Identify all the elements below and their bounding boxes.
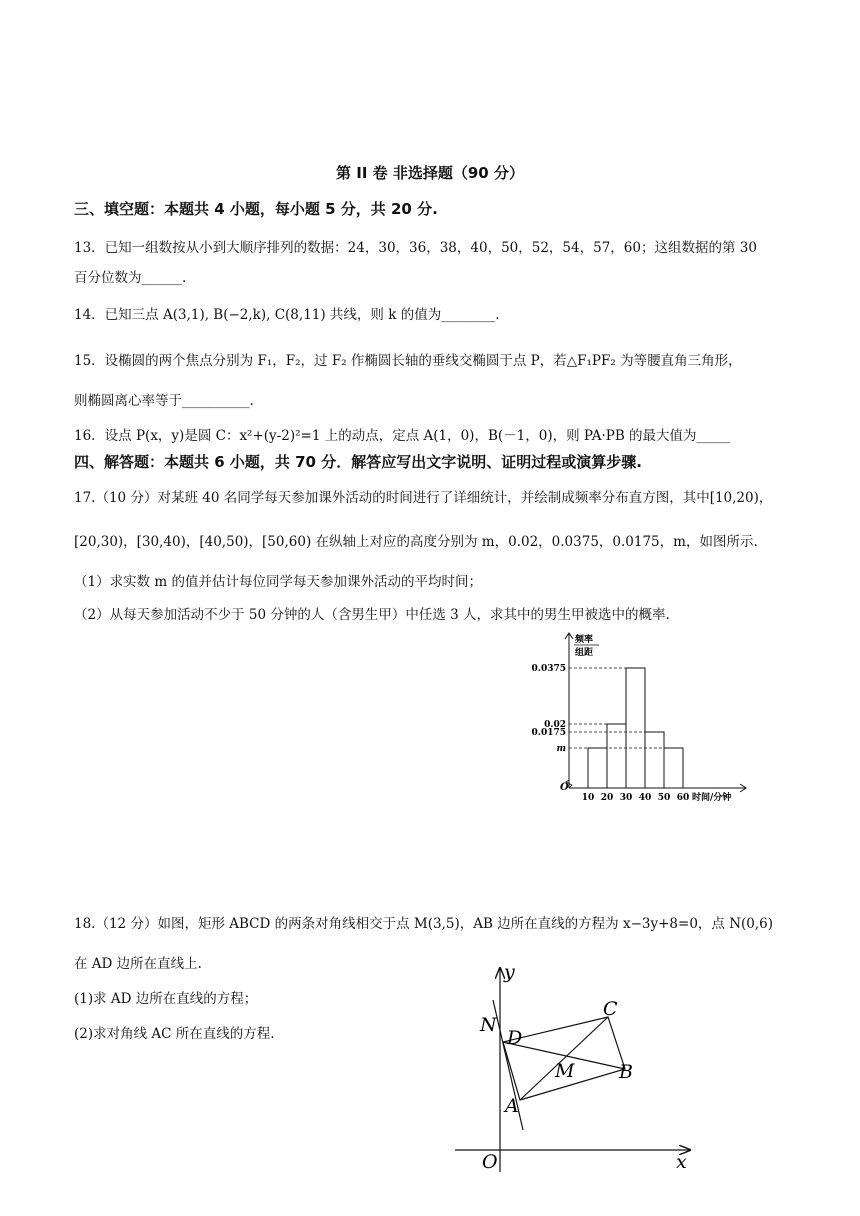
label-n: N <box>480 1014 497 1036</box>
label-a: A <box>505 1095 519 1117</box>
x-tick-label: 20 <box>600 793 614 803</box>
q17-line1: 17.（10 分）对某班 40 名同学每天参加课外活动的时间进行了详细统计，并绘制成频率分布直方图，其中[10,20)， <box>74 490 773 506</box>
histogram-bar <box>588 748 607 788</box>
label-x: x <box>676 1151 687 1173</box>
x-tick-label: 60 <box>676 793 690 803</box>
section-solve-heading: 四、解答题：本题共 6 小题，共 70 分．解答应写出文字说明、证明过程或演算步骤. <box>74 453 642 471</box>
q18-sub1: (1)求 AD 边所在直线的方程； <box>74 991 258 1007</box>
histogram-bar <box>645 732 664 788</box>
label-m: M <box>555 1060 575 1082</box>
q15-line2: 则椭圆离心率等于__________. <box>74 393 254 409</box>
q18-sub2: (2)求对角线 AC 所在直线的方程. <box>74 1026 275 1042</box>
y-axis-label-bottom: 组距 <box>575 648 594 658</box>
q16-text: 16．设点 P(x，y)是圆 C：x²+(y-2)²=1 上的动点，定点 A(1，0)，B(－1，0)，则 PA·PB 的最大值为_____ <box>74 428 731 444</box>
label-c: C <box>603 998 618 1020</box>
label-y: y <box>504 961 515 983</box>
q18-line2: 在 AD 边所在直线上. <box>74 956 202 972</box>
part-title: 第 II 卷 非选择题（90 分） <box>336 164 524 182</box>
y-axis-label-top: 频率 <box>575 635 594 645</box>
q17-sub2: （2）从每天参加活动不少于 50 分钟的人（含男生甲）中任选 3 人，求其中的男生甲被选中的概率. <box>74 607 670 623</box>
section-fill-heading: 三、填空题：本题共 4 小题，每小题 5 分，共 20 分. <box>74 200 438 218</box>
q13-line1: 13．已知一组数按从小到大顺序排列的数据：24，30，36，38，40，50，52，54，57，60；这组数据的第 30 <box>74 240 757 256</box>
label-b: B <box>619 1061 633 1083</box>
histogram-bar <box>607 724 626 788</box>
q14-text: 14．已知三点 A(3,1), B(−2,k), C(8,11) 共线，则 k 的值为________. <box>74 307 500 323</box>
y-tick-label: 0.02 <box>544 720 566 730</box>
frequency-histogram <box>531 632 755 807</box>
y-tick-label: 0.0375 <box>531 664 566 674</box>
y-tick-label: m <box>556 744 566 754</box>
x-tick-label: 40 <box>638 793 652 803</box>
q17-sub1: （1）求实数 m 的值并估计每位同学每天参加课外活动的平均时间； <box>74 574 482 590</box>
q15-line1: 15．设椭圆的两个焦点分别为 F₁，F₂，过 F₂ 作椭圆长轴的垂线交椭圆于点 P，若△F₁PF₂ 为等腰直角三角形， <box>74 353 742 369</box>
x-axis-label: 时间/分钟 <box>692 793 732 803</box>
x-tick-label: 50 <box>657 793 671 803</box>
label-d: D <box>507 1027 523 1049</box>
histogram-bar <box>626 668 645 788</box>
q18-line1: 18.（12 分）如图，矩形 ABCD 的两条对角线相交于点 M(3,5)，AB 边所在直线的方程为 x−3y+8=0，点 N(0,6) <box>74 916 774 932</box>
histogram-bar <box>664 748 683 788</box>
q13-line2: 百分位数为______. <box>74 270 187 286</box>
x-tick-label: 10 <box>581 793 595 803</box>
x-tick-label: 30 <box>619 793 633 803</box>
rectangle-figure <box>455 960 705 1175</box>
label-origin: O <box>482 1151 498 1173</box>
q17-line2: [20,30)，[30,40)，[40,50)，[50,60) 在纵轴上对应的高度分别为 m，0.02，0.0375，0.0175，m，如图所示. <box>74 534 758 550</box>
origin-label: O <box>560 782 569 793</box>
y-tick-label: 0.0175 <box>531 728 566 738</box>
